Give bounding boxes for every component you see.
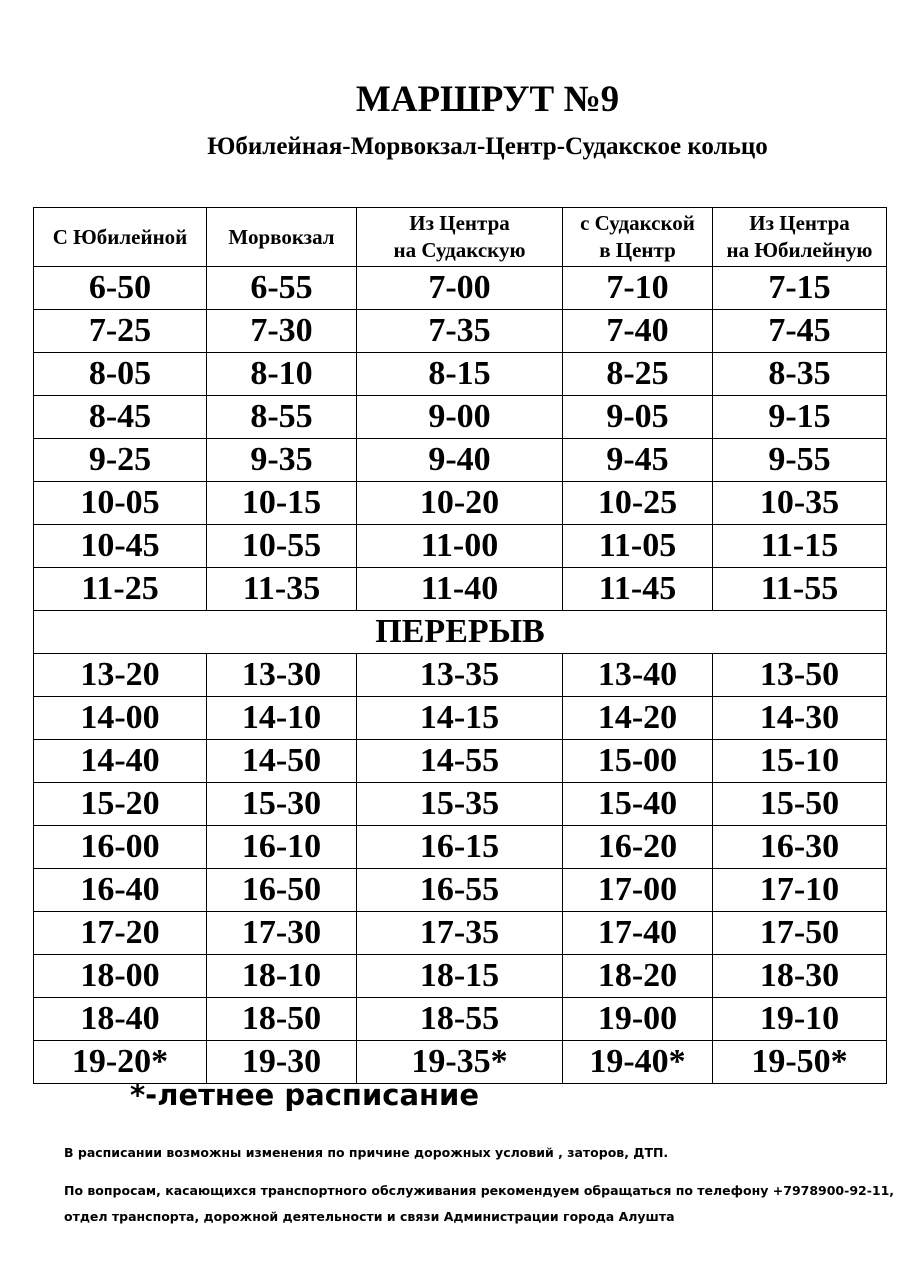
- break-row: [34, 611, 887, 654]
- time-cell: 18-20: [563, 955, 713, 998]
- time-cell: 11-15: [713, 525, 887, 568]
- time-cell: 8-10: [207, 353, 357, 396]
- time-cell: 17-40: [563, 912, 713, 955]
- time-cell: 13-40: [563, 654, 713, 697]
- time-cell: 8-25: [563, 353, 713, 396]
- time-cell: 13-50: [713, 654, 887, 697]
- time-cell: 16-30: [713, 826, 887, 869]
- time-cell: 10-45: [34, 525, 207, 568]
- table-row: [34, 826, 887, 869]
- table-row: [34, 740, 887, 783]
- time-cell: 10-15: [207, 482, 357, 525]
- time-cell: 18-40: [34, 998, 207, 1041]
- time-cell: 9-15: [713, 396, 887, 439]
- time-cell: 18-10: [207, 955, 357, 998]
- time-cell: 17-00: [563, 869, 713, 912]
- time-cell: 19-30: [207, 1041, 357, 1084]
- table-row: [34, 869, 887, 912]
- time-cell: 19-00: [563, 998, 713, 1041]
- page-title: МАРШРУТ №9: [355, 79, 620, 120]
- time-cell: 19-50*: [713, 1041, 887, 1084]
- time-cell: 9-35: [207, 439, 357, 482]
- time-cell: 17-10: [713, 869, 887, 912]
- changes-note: В расписании возможны изменения по причине дорожных условий , заторов, ДТП.: [64, 1145, 669, 1160]
- table-row: [34, 955, 887, 998]
- time-cell: 17-50: [713, 912, 887, 955]
- table-row: [34, 482, 887, 525]
- time-cell: 11-40: [357, 568, 563, 611]
- time-cell: 7-30: [207, 310, 357, 353]
- time-cell: 18-00: [34, 955, 207, 998]
- table-row: [34, 654, 887, 697]
- column-header: Из Центра на Судакскую: [357, 208, 563, 267]
- time-cell: 8-35: [713, 353, 887, 396]
- time-cell: 9-05: [563, 396, 713, 439]
- time-cell: 6-50: [34, 267, 207, 310]
- table-row: [34, 396, 887, 439]
- time-cell: 9-55: [713, 439, 887, 482]
- time-cell: 15-40: [563, 783, 713, 826]
- time-cell: 18-55: [357, 998, 563, 1041]
- time-cell: 10-35: [713, 482, 887, 525]
- summer-schedule-note: *-летнее расписание: [130, 1078, 480, 1112]
- time-cell: 14-40: [34, 740, 207, 783]
- time-cell: 6-55: [207, 267, 357, 310]
- time-cell: 7-15: [713, 267, 887, 310]
- time-cell: 16-10: [207, 826, 357, 869]
- time-cell: 17-30: [207, 912, 357, 955]
- table-row: [34, 568, 887, 611]
- table-row: [34, 267, 887, 310]
- time-cell: 14-15: [357, 697, 563, 740]
- time-cell: 13-20: [34, 654, 207, 697]
- time-cell: 18-30: [713, 955, 887, 998]
- time-cell: 19-35*: [357, 1041, 563, 1084]
- time-cell: 16-40: [34, 869, 207, 912]
- time-cell: 8-15: [357, 353, 563, 396]
- time-cell: 14-00: [34, 697, 207, 740]
- time-cell: 9-45: [563, 439, 713, 482]
- time-cell: 11-00: [357, 525, 563, 568]
- time-cell: 10-20: [357, 482, 563, 525]
- time-cell: 7-35: [357, 310, 563, 353]
- time-cell: 11-25: [34, 568, 207, 611]
- time-cell: 13-35: [357, 654, 563, 697]
- column-header: с Судакской в Центр: [563, 208, 713, 267]
- time-cell: 13-30: [207, 654, 357, 697]
- table-row: [34, 998, 887, 1041]
- table-row: [34, 783, 887, 826]
- time-cell: 18-15: [357, 955, 563, 998]
- time-cell: 8-55: [207, 396, 357, 439]
- time-cell: 7-10: [563, 267, 713, 310]
- time-cell: 7-40: [563, 310, 713, 353]
- time-cell: 15-00: [563, 740, 713, 783]
- table-row: [34, 912, 887, 955]
- time-cell: 11-45: [563, 568, 713, 611]
- column-header: Морвокзал: [207, 208, 357, 267]
- time-cell: 10-55: [207, 525, 357, 568]
- time-cell: 16-15: [357, 826, 563, 869]
- time-cell: 15-30: [207, 783, 357, 826]
- column-header: Из Центра на Юбилейную: [713, 208, 887, 267]
- time-cell: 9-40: [357, 439, 563, 482]
- time-cell: 15-50: [713, 783, 887, 826]
- time-cell: 7-25: [34, 310, 207, 353]
- table-row: [34, 697, 887, 740]
- time-cell: 14-10: [207, 697, 357, 740]
- time-cell: 14-50: [207, 740, 357, 783]
- schedule-table: [33, 207, 887, 1084]
- time-cell: 18-50: [207, 998, 357, 1041]
- time-cell: 19-10: [713, 998, 887, 1041]
- time-cell: 8-05: [34, 353, 207, 396]
- time-cell: 15-20: [34, 783, 207, 826]
- time-cell: 15-35: [357, 783, 563, 826]
- time-cell: 19-40*: [563, 1041, 713, 1084]
- time-cell: 11-05: [563, 525, 713, 568]
- table-row: [34, 310, 887, 353]
- header-row: [34, 208, 887, 267]
- time-cell: 14-20: [563, 697, 713, 740]
- table-row: [34, 439, 887, 482]
- table-row: [34, 525, 887, 568]
- time-cell: 16-20: [563, 826, 713, 869]
- time-cell: 10-25: [563, 482, 713, 525]
- time-cell: 7-00: [357, 267, 563, 310]
- time-cell: 16-55: [357, 869, 563, 912]
- break-label: ПЕРЕРЫВ: [34, 611, 887, 654]
- time-cell: 9-25: [34, 439, 207, 482]
- time-cell: 15-10: [713, 740, 887, 783]
- time-cell: 14-55: [357, 740, 563, 783]
- time-cell: 17-35: [357, 912, 563, 955]
- time-cell: 9-00: [357, 396, 563, 439]
- table-row: [34, 353, 887, 396]
- contact-note-line1: По вопросам, касающихся транспортного обслуживания рекомендуем обращаться по телефону +7978900-92-11,: [64, 1183, 895, 1198]
- time-cell: 14-30: [713, 697, 887, 740]
- time-cell: 7-45: [713, 310, 887, 353]
- time-cell: 19-20*: [34, 1041, 207, 1084]
- time-cell: 10-05: [34, 482, 207, 525]
- contact-note-line2: отдел транспорта, дорожной деятельности и связи Администрации города Алушта: [64, 1209, 675, 1224]
- column-header: С Юбилейной: [34, 208, 207, 267]
- time-cell: 11-55: [713, 568, 887, 611]
- time-cell: 8-45: [34, 396, 207, 439]
- time-cell: 16-50: [207, 869, 357, 912]
- route-subtitle: Юбилейная-Морвокзал-Центр-Судакское кольцо: [207, 133, 768, 160]
- time-cell: 11-35: [207, 568, 357, 611]
- time-cell: 16-00: [34, 826, 207, 869]
- time-cell: 17-20: [34, 912, 207, 955]
